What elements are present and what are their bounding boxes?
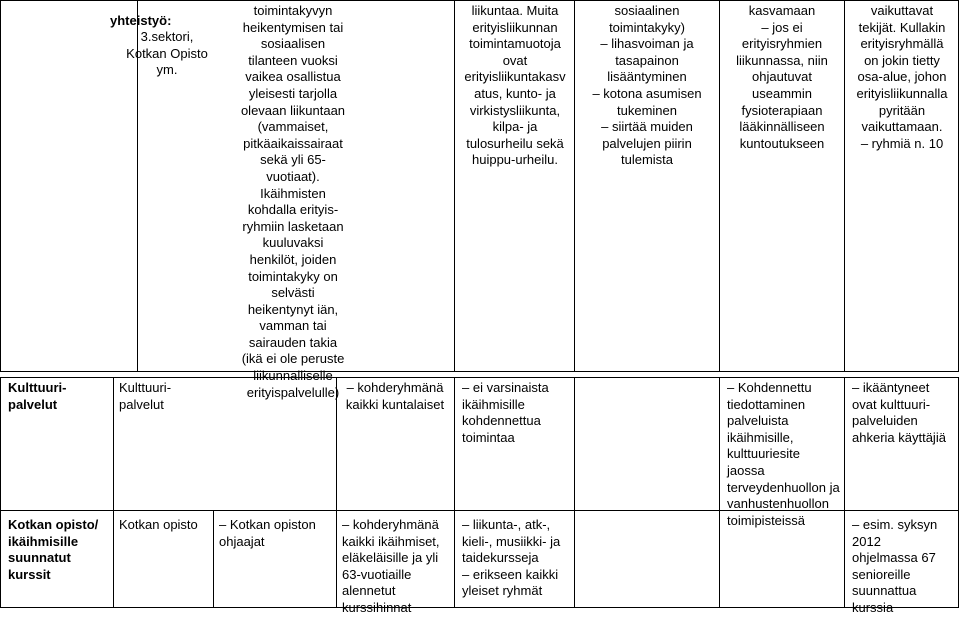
table-cell: yhteistyö:: [110, 13, 172, 28]
table-cell: Kulttuuri- palvelut: [8, 380, 67, 412]
col-divider: [844, 0, 845, 372]
table-cell: – liikunta-, atk-, kieli-, musiikki- ja taidekursseja – erikseen kaikki yleiset ryhmät: [462, 517, 561, 599]
col-divider: [844, 377, 845, 608]
table-cell: – Kotkan opiston ohjaajat: [219, 517, 316, 549]
table-cell: – kohderyhmänä kaikki kuntalaiset: [345, 380, 445, 412]
table-border-bottom-2: [0, 607, 959, 608]
table-cell: Kulttuuri- palvelut: [119, 380, 172, 412]
table-cell: – kohderyhmänä kaikki ikäihmiset, eläkeläisille ja yli 63-vuotiaille alennetut kurssihinnat: [342, 517, 440, 615]
col-divider: [0, 377, 1, 608]
table-border-bottom-1: [0, 371, 959, 372]
table-cell: vaikuttavat tekijät. Kullakin erityisryhmällä on jokin tietty osa-alue, johon erityisliikunnalla pyritään vaikuttamaan. – ryhmiä n. 10: [856, 3, 948, 151]
col-divider: [113, 377, 114, 608]
col-divider: [454, 377, 455, 608]
table-cell: kasvamaan – jos ei erityisryhmien liikunnassa, niin ohjautuvat useammin fysioterapiaan lääkinnälliseen kuntoutukseen: [736, 3, 828, 151]
col-divider: [574, 0, 575, 372]
table-cell: 3.sektori, Kotkan Opisto ym.: [126, 29, 208, 78]
col-divider: [0, 0, 1, 372]
col-divider: [719, 0, 720, 372]
table-cell: Kotkan opisto: [119, 517, 198, 532]
table-border-top-1: [0, 0, 959, 1]
col-divider: [574, 377, 575, 608]
table-cell: – ikääntyneet ovat kulttuuri- palveluiden ahkeria käyttäjiä: [852, 380, 946, 445]
table-cell: – Kohdennettu tiedottaminen palveluista ikäihmisille, kulttuuriesite jaossa terveydenhuollon ja vanhustenhuollon toimipisteissä: [727, 380, 840, 528]
table-cell: sosiaalinen toimintakyky) – lihasvoiman ja tasapainon lisääntyminen – kotona asumisen tukeminen – siirtää muiden palvelujen piirin tulemista: [592, 3, 702, 168]
table-border-top-2: [0, 377, 959, 378]
col-divider: [719, 377, 720, 608]
table-cell: liikuntaa. Muita erityisliikunnan toimintamuotoja ovat erityisliikuntakasv atus, kunto- ja virkistysliikunta, kilpa- ja tulosurheilu sekä huippu-urheilu.: [464, 3, 566, 168]
table-cell: – ei varsinaista ikäihmisille kohdennettua toimintaa: [462, 380, 549, 445]
table-cell: – esim. syksyn 2012 ohjelmassa 67 senioreille suunnattua kurssia: [852, 517, 938, 615]
table-cell: toimintakyvyn heikentymisen tai sosiaalisen tilanteen vuoksi vaikea osallistua yleisesti tarjolla olevaan liikuntaan (vammaiset, pitkäaikaissairaat sekä yli 65- vuotiaat). Ikäihmisten kohdalla erityis- ryhmiin lasketaan kuuluvaksi henkilöt, joiden toimintakyky on selvästi heikentynyt iän, vamman tai sairauden takia (ikä ei ole peruste liikunnalliselle erityispalvelulle): [240, 3, 346, 400]
table-cell: Kotkan opisto/ ikäihmisille suunnatut kurssit: [8, 517, 99, 582]
col-divider: [454, 0, 455, 372]
